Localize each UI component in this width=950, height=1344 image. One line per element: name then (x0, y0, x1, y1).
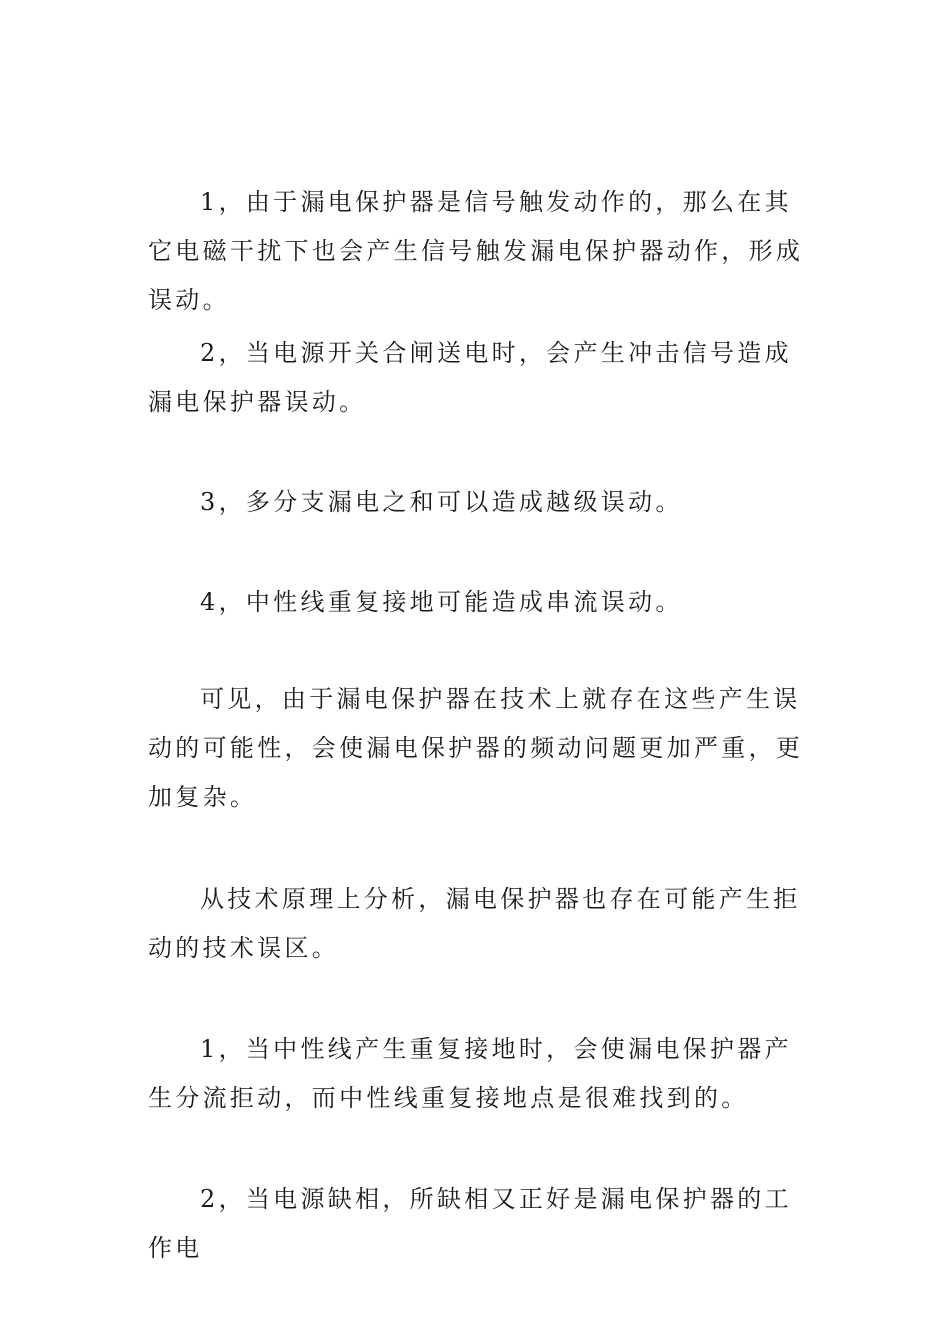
paragraph-2: 2，当电源开关合闸送电时，会产生冲击信号造成漏电保护器误动。 (148, 339, 792, 416)
paragraph-1: 1，由于漏电保护器是信号触发动作的，那么在其它电磁干扰下也会产生信号触发漏电保护器动作，形成误动。 (148, 188, 804, 314)
paragraph-6: 从技术原理上分析，漏电保护器也存在可能产生拒动的技术误区。 (148, 885, 801, 962)
paragraph-3: 3，多分支漏电之和可以造成越级误动。 (200, 488, 683, 516)
paragraph-5: 可见，由于漏电保护器在技术上就存在这些产生误动的可能性，会使漏电保护器的频动问题更加严重，更加复杂。 (148, 685, 804, 811)
paragraph-4: 4，中性线重复接地可能造成串流误动。 (200, 588, 683, 616)
paragraph-8: 2，当电源缺相，所缺相又正好是漏电保护器的工作电 (148, 1185, 792, 1262)
paragraph-7: 1，当中性线产生重复接地时，会使漏电保护器产生分流拒动，而中性线重复接地点是很难找到的。 (148, 1035, 792, 1112)
